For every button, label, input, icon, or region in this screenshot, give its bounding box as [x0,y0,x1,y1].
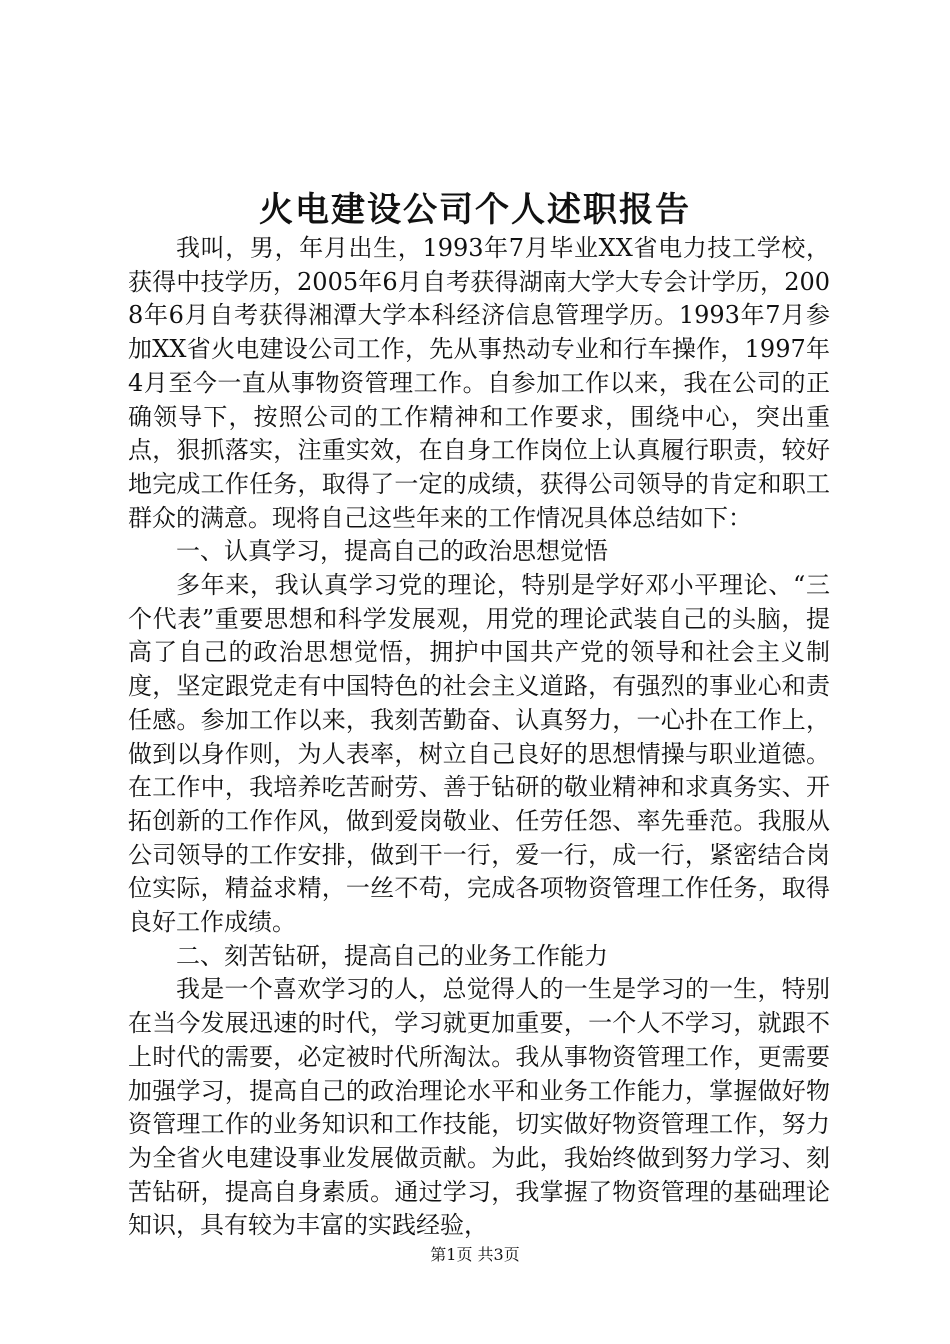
section-heading-1: 一、认真学习，提高自己的政治思想觉悟 [176,537,608,566]
page-number-footer: 第1页 共3页 [430,1245,520,1264]
section-paragraph-2: 我是一个喜欢学习的人，总觉得人的一生是学习的一生，特别在当今发展迅速的时代，学习就更加重要，一个人不学习，就跟不上时代的需要，必定被时代所淘汰。我从事物资管理工作，更需要加强学习，提高自己的政治理论水平和业务工作能力，掌握做好物资管理工作的业务知识和工作技能，切实做好物资管理工作，努力为全省火电建设事业发展做贡献。为此，我始终做到努力学习、刻苦钻研，提高自身素质。通过学习，我掌握了物资管理的基础理论知识，具有较为丰富的实践经验， [128,975,830,1240]
section-paragraph-1: 多年来，我认真学习党的理论，特别是学好邓小平理论、“三个代表”重要思想和科学发展观，用党的理论武装自己的头脑，提高了自己的政治思想觉悟，拥护中国共产党的领导和社会主义制度，坚定跟党走有中国特色的社会主义道路，有强烈的事业心和责任感。参加工作以来，我刻苦勤奋、认真努力，一心扑在工作上，做到以身作则，为人表率，树立自己良好的思想情操与职业道德。在工作中，我培养吃苦耐劳、善于钻研的敬业精神和求真务实、开拓创新的工作作风，做到爱岗敬业、任劳任怨、率先垂范。我服从公司领导的工作安排，做到干一行，爱一行，成一行，紧密结合岗位实际，精益求精，一丝不苟，完成各项物资管理工作任务，取得良好工作成绩。 [128,571,830,937]
intro-paragraph: 我叫，男，年月出生，1993年7月毕业XX省电力技工学校，获得中技学历，2005年6月自考获得湖南大学大专会计学历，2008年6月自考获得湘潭大学本科经济信息管理学历。1993年7月参加XX省火电建设公司工作，先从事热动专业和行车操作，1997年4月至今一直从事物资管理工作。自参加工作以来，我在公司的正确领导下，按照公司的工作精神和工作要求，围绕中心，突出重点，狠抓落实，注重实效，在自身工作岗位上认真履行职责，较好地完成工作任务，取得了一定的成绩，获得公司领导的肯定和职工群众的满意。现将自己这些年来的工作情况具体总结如下： [128,234,830,532]
section-heading-2: 二、刻苦钻研，提高自己的业务工作能力 [176,941,608,970]
document-body [128,232,830,1243]
document-title: 火电建设公司个人述职报告 [259,190,691,230]
